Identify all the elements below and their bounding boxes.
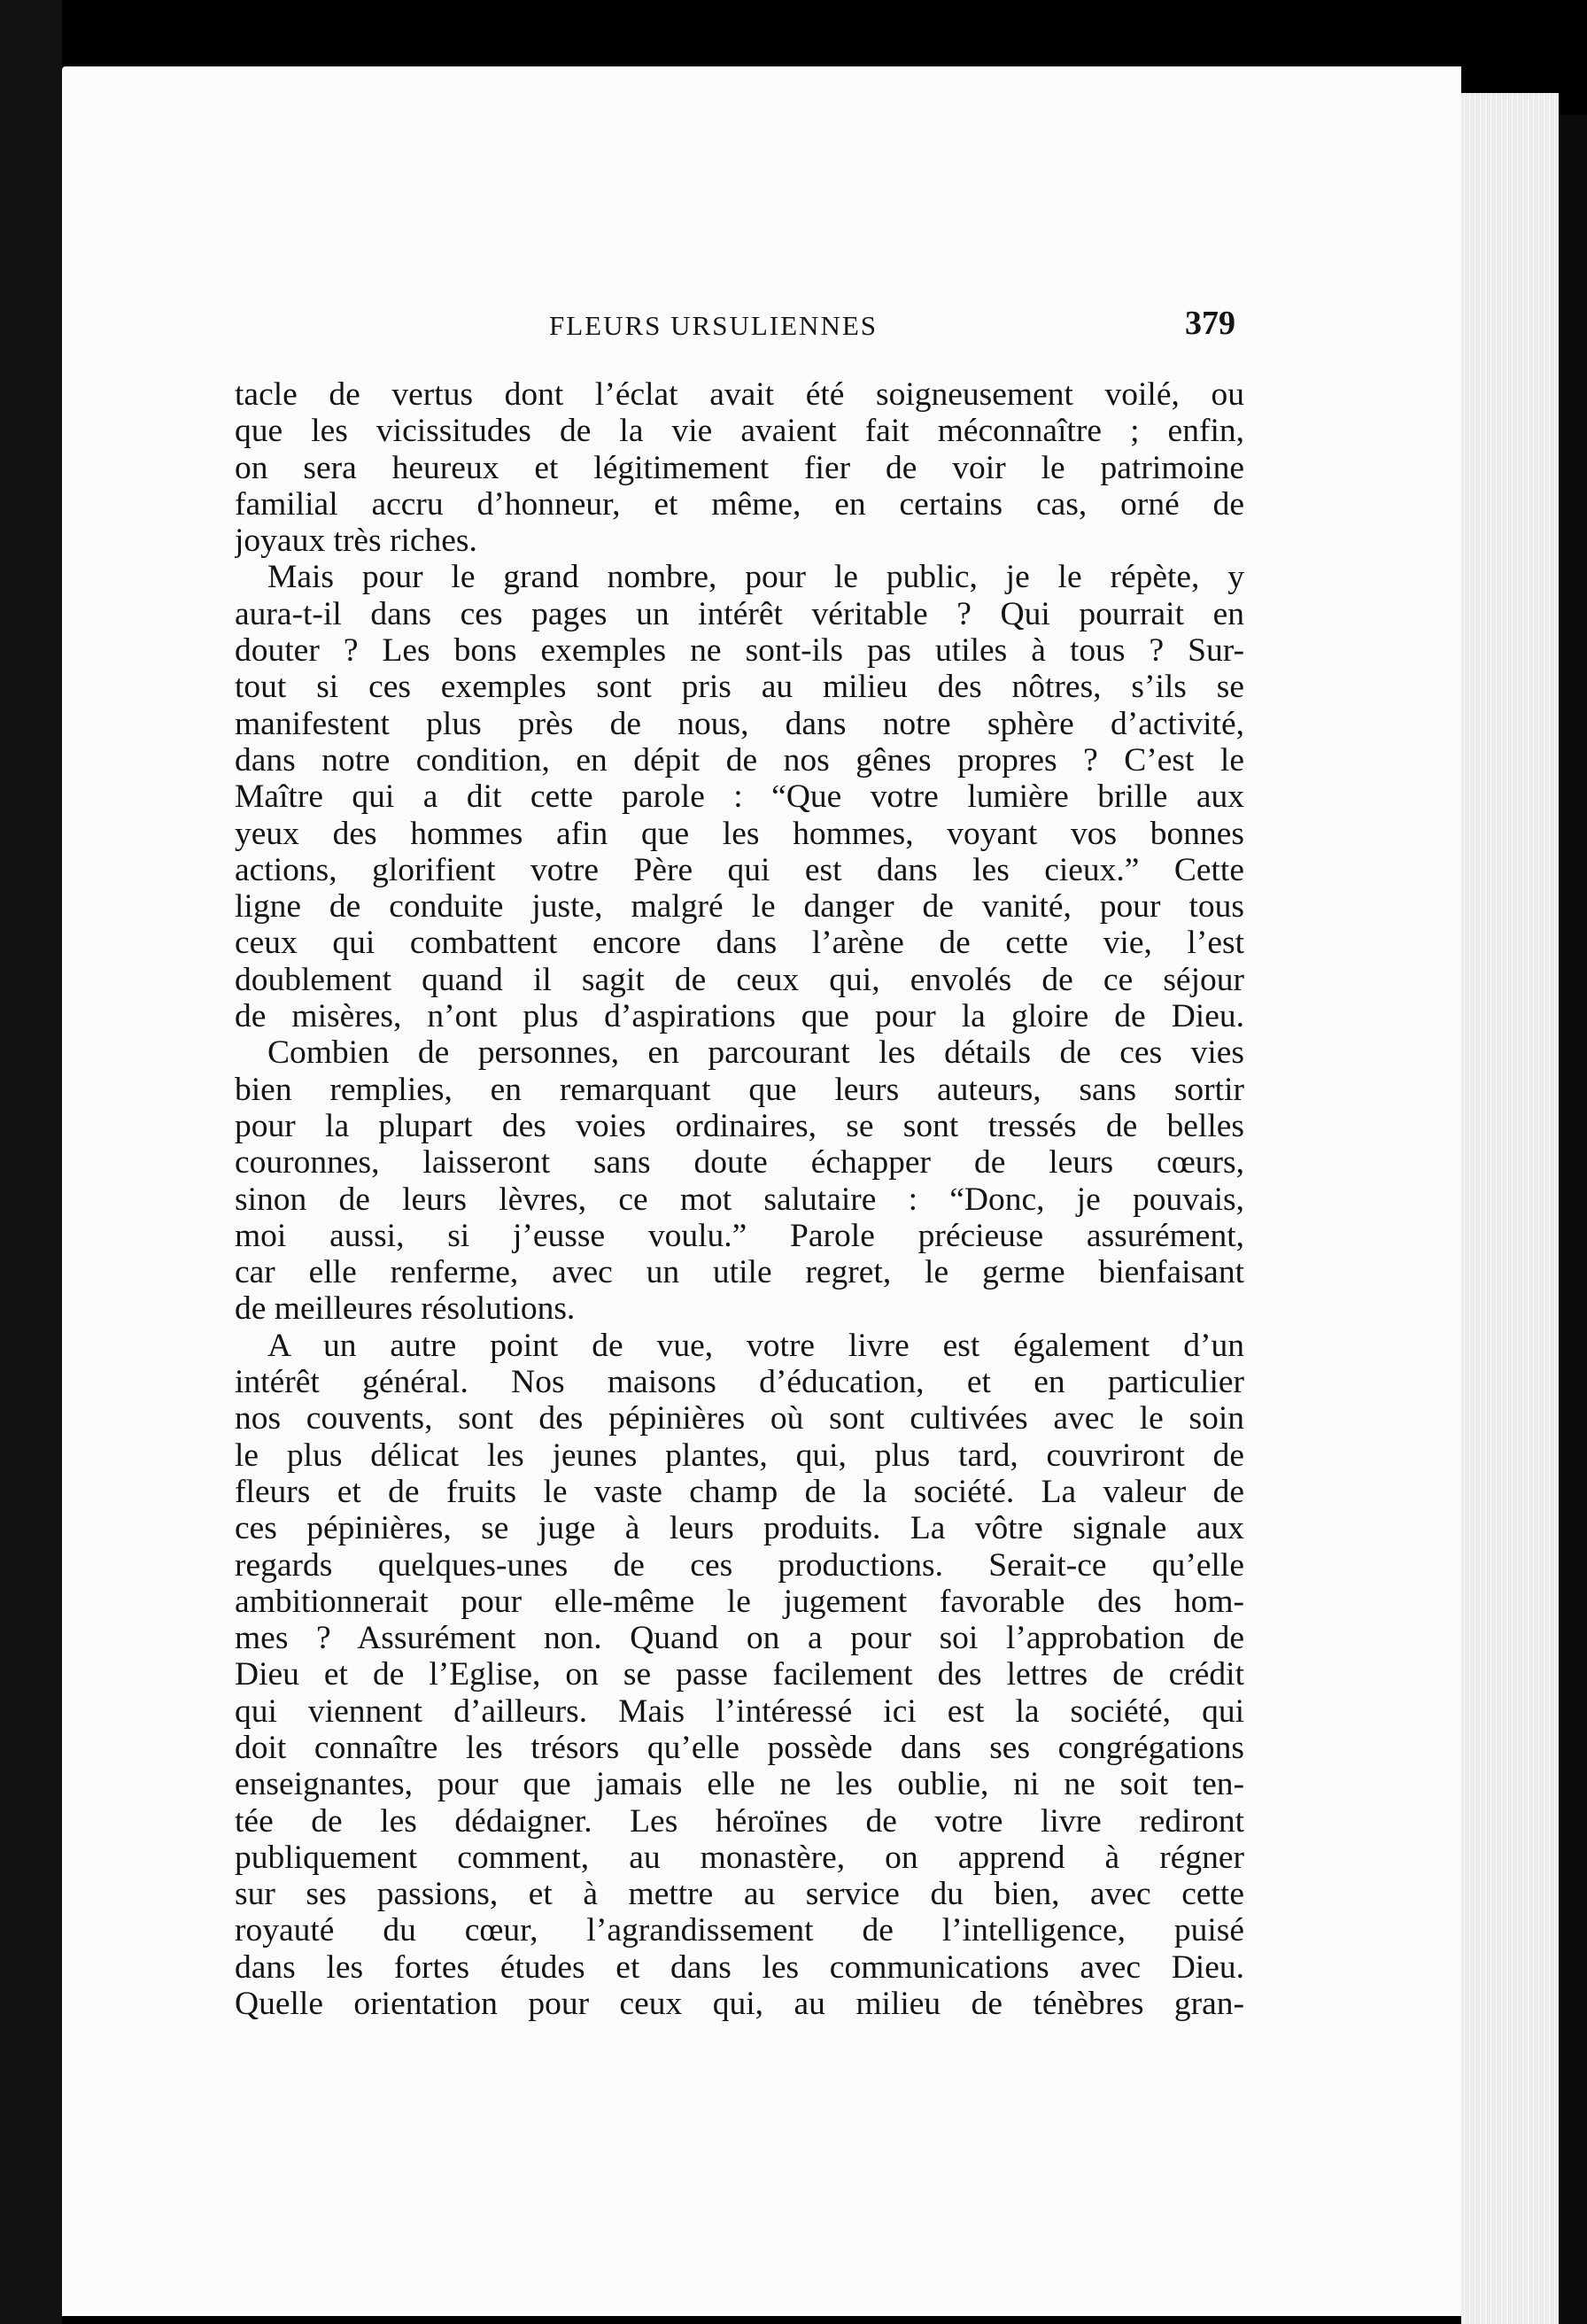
text-line: Maître qui a dit cette parole : “Que votre lumière brille aux [235,779,1244,816]
text-line: Mais pour le grand nombre, pour le public, je le répète, y [267,559,1244,596]
text-line: nos couvents, sont des pépinières où sont cultivées avec le soin [235,1400,1244,1437]
text-line: de meilleures résolutions. [235,1290,576,1328]
text-line: yeux des hommes afin que les hommes, voyant vos bonnes [235,815,1244,852]
text-line: tacle de vertus dont l’éclat avait été soigneusement voilé, ou [235,376,1244,413]
page-edges [1461,93,1559,2324]
text-line: mes ? Assurément non. Quand on a pour soi l’approbation de [235,1620,1244,1657]
text-line: sur ses passions, et à mettre au service du bien, avec cette [235,1876,1244,1913]
text-line: manifestent plus près de nous, dans notre sphère d’activité, [235,705,1244,742]
text-line: actions, glorifient votre Père qui est dans les cieux.” Cette [235,851,1244,888]
text-line: car elle renferme, avec un utile regret, le germe bienfaisant [235,1254,1244,1291]
text-line: Combien de personnes, en parcourant les détails de ces vies [267,1034,1244,1072]
text-line: de misères, n’ont plus d’aspirations que pour la gloire de Dieu. [235,998,1244,1035]
text-line: ambitionnerait pour elle-même le jugement favorable des hom- [235,1583,1244,1620]
text-line: publiquement comment, au monastère, on apprend à régner [235,1839,1244,1876]
text-line: joyaux très riches. [235,523,477,560]
text-line: intérêt général. Nos maisons d’éducation, et en particulier [235,1364,1244,1401]
page-edges-shadow [1559,115,1587,2324]
text-line: royauté du cœur, l’agrandissement de l’intelligence, puisé [235,1912,1244,1949]
text-line: tout si ces exemples sont pris au milieu des nôtres, s’ils se [235,669,1244,706]
text-line: moi aussi, si j’eusse voulu.” Parole précieuse assurément, [235,1217,1244,1254]
text-line: bien remplies, en remarquant que leurs auteurs, sans sortir [235,1071,1244,1108]
text-line: ces pépinières, se juge à leurs produits. La vôtre signale aux [235,1510,1244,1547]
text-line: ligne de conduite juste, malgré le danger de vanité, pour tous [235,888,1244,926]
text-line: le plus délicat les jeunes plantes, qui, plus tard, couvriront de [235,1437,1244,1474]
text-line: aura-t-il dans ces pages un intérêt véritable ? Qui pourrait en [235,595,1244,632]
text-line: A un autre point de vue, votre livre est également d’un [267,1327,1244,1364]
text-line: Quelle orientation pour ceux qui, au milieu de ténèbres gran- [235,1986,1244,2023]
body-text [235,376,1244,2022]
text-line: sinon de leurs lèvres, ce mot salutaire : “Donc, je pouvais, [235,1181,1244,1218]
text-line: dans les fortes études et dans les communications avec Dieu. [235,1948,1244,1986]
text-line: ceux qui combattent encore dans l’arène de cette vie, l’est [235,925,1244,962]
text-line: regards quelques-unes de ces productions. Serait-ce qu’elle [235,1546,1244,1584]
book-binding [0,0,62,2324]
text-line: fleurs et de fruits le vaste champ de la société. La valeur de [235,1473,1244,1510]
text-line: tée de les dédaigner. Les héroïnes de votre livre rediront [235,1802,1244,1840]
text-line: pour la plupart des voies ordinaires, se sont tressés de belles [235,1107,1244,1144]
text-line: Dieu et de l’Eglise, on se passe facilement des lettres de crédit [235,1656,1244,1693]
page-number: 379 [1185,305,1235,342]
text-line: que les vicissitudes de la vie avaient fait méconnaître ; enfin, [235,413,1244,450]
text-line: familial accru d’honneur, et même, en certains cas, orné de [235,485,1244,523]
text-line: doit connaître les trésors qu’elle possède dans ses congrégations [235,1729,1244,1766]
text-line: qui viennent d’ailleurs. Mais l’intéressé ici est la société, qui [235,1693,1244,1730]
text-line: enseignantes, pour que jamais elle ne les oublie, ni ne soit ten- [235,1766,1244,1803]
text-line: doublement quand il sagit de ceux qui, envolés de ce séjour [235,961,1244,998]
text-line: on sera heureux et légitimement fier de voir le patrimoine [235,449,1244,486]
running-title: FLEURS URSULIENNES [549,310,879,341]
text-line: couronnes, laisseront sans doute échapper de leurs cœurs, [235,1144,1244,1181]
text-line: dans notre condition, en dépit de nos gênes propres ? C’est le [235,741,1244,779]
text-line: douter ? Les bons exemples ne sont-ils pas utiles à tous ? Sur- [235,632,1244,670]
